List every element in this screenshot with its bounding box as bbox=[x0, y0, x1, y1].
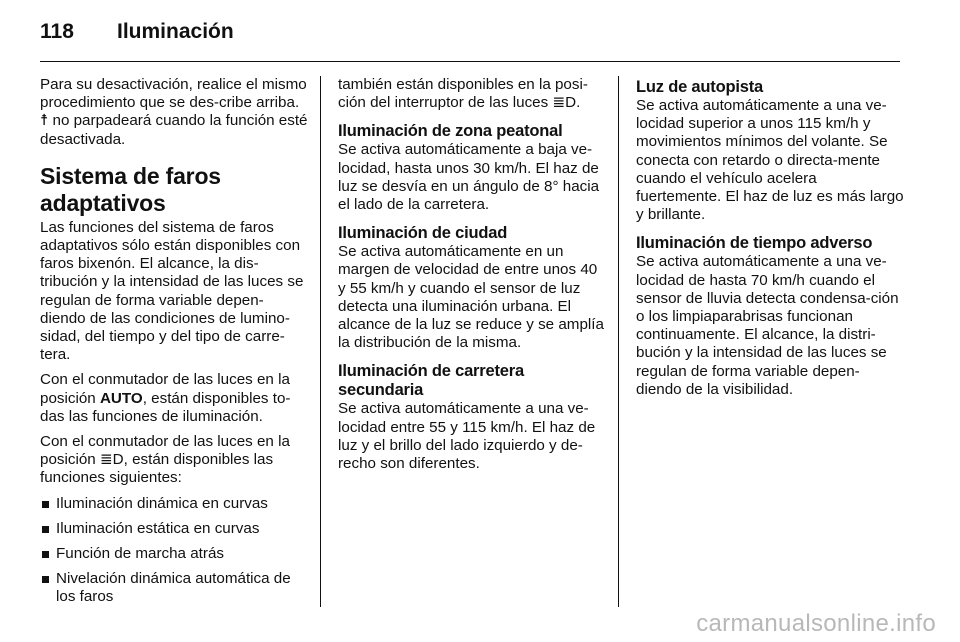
column-divider-1 bbox=[320, 76, 321, 607]
low-beam-icon: ≣D bbox=[99, 451, 124, 469]
auto-label: AUTO bbox=[99, 389, 143, 407]
bullet-square-icon bbox=[42, 526, 49, 533]
list-item: Nivelación dinámica automática de los faros bbox=[40, 570, 308, 606]
paragraph-lowbeam-position: Con el conmutador de las luces en la posición ≣D, están disponibles las funciones siguientes: bbox=[40, 433, 290, 487]
paragraph-deactivation: Para su desactivación, realice el mismo procedimiento que se des-cribe arriba. ☨ no parpadeará cuando la función esté desactivada. bbox=[40, 76, 308, 148]
list-item: Iluminación dinámica en curvas bbox=[40, 495, 308, 513]
low-beam-icon: ≣D bbox=[552, 94, 577, 112]
chapter-title: Iluminación bbox=[117, 20, 234, 43]
bullet-square-icon bbox=[42, 551, 49, 558]
afs-warning-icon: ☨ bbox=[40, 112, 49, 130]
list-item: Iluminación estática en curvas bbox=[40, 520, 308, 538]
heading-country-road: Iluminación de carretera secundaria bbox=[338, 362, 524, 400]
heading-motorway-light: Luz de autopista bbox=[636, 78, 763, 96]
paragraph-adverse-weather: Se activa automáticamente a una ve-locidad de hasta 70 km/h cuando el sensor de lluvia detecta condensa-ción o los limpiaparabrisas funcionan continuamente. El alcance, la distri-bución y la intensidad de las luces se regulan de forma variable depen-diendo de la visibilidad. bbox=[636, 253, 899, 398]
paragraph-auto-position: Con el conmutador de las luces en la posición AUTO, están disponibles to-das las funciones de iluminación. bbox=[40, 371, 291, 425]
heading-pedestrian-zone: Iluminación de zona peatonal bbox=[338, 122, 563, 141]
heading-adverse-weather: Iluminación de tiempo adverso bbox=[636, 234, 873, 253]
heading-city-lighting: Iluminación de ciudad bbox=[338, 224, 508, 243]
bullet-square-icon bbox=[42, 501, 49, 508]
paragraph-country-road: Se activa automáticamente a una ve-locidad entre 55 y 115 km/h. El haz de luz y el brillo del lado izquierdo y de-recho son diferentes. bbox=[338, 400, 596, 473]
header-rule bbox=[40, 61, 900, 62]
function-list bbox=[40, 495, 308, 607]
paragraph-continued: también están disponibles en la posi-ción del interruptor de las luces ≣D. bbox=[338, 76, 588, 112]
page-number: 118 bbox=[40, 20, 74, 43]
column-divider-2 bbox=[618, 76, 619, 607]
page-header bbox=[40, 20, 234, 46]
bullet-square-icon bbox=[42, 576, 49, 583]
watermark: carmanualsonline.info bbox=[696, 610, 936, 637]
list-item: Función de marcha atrás bbox=[40, 545, 308, 563]
column-3 bbox=[636, 76, 904, 406]
paragraph-afs-intro: Las funciones del sistema de faros adaptativos sólo están disponibles con faros bixenón. El alcance, la dis-tribución y la intensidad de las luces se regulan de forma variable depen-diendo de las condiciones de lumino-sidad, del tiempo y del tipo de carre-tera. bbox=[40, 218, 304, 364]
paragraph-city-lighting: Se activa automáticamente en un margen de velocidad de entre unos 40 y 55 km/h y cuando el sensor de luz detecta una iluminación urbana. El alcance de la luz se reduce y se amplía la distribución de la misma. bbox=[338, 243, 604, 352]
paragraph-motorway-light: Se activa automáticamente a una ve-locidad superior a unos 115 km/h y movimientos mínimos del volante. Se conecta con retardo o directa-mente cuando el vehículo acelera fuertemente. El haz de luz es más largo y brillante. bbox=[636, 97, 904, 224]
section-heading-afs: Sistema de faros adaptativos bbox=[40, 162, 221, 216]
column-2 bbox=[338, 76, 606, 480]
paragraph-pedestrian-zone: Se activa automáticamente a baja ve-locidad, hasta unos 30 km/h. El haz de luz se desvía en un ángulo de 8° hacia el lado de la carretera. bbox=[338, 141, 600, 214]
column-1 bbox=[40, 76, 308, 614]
